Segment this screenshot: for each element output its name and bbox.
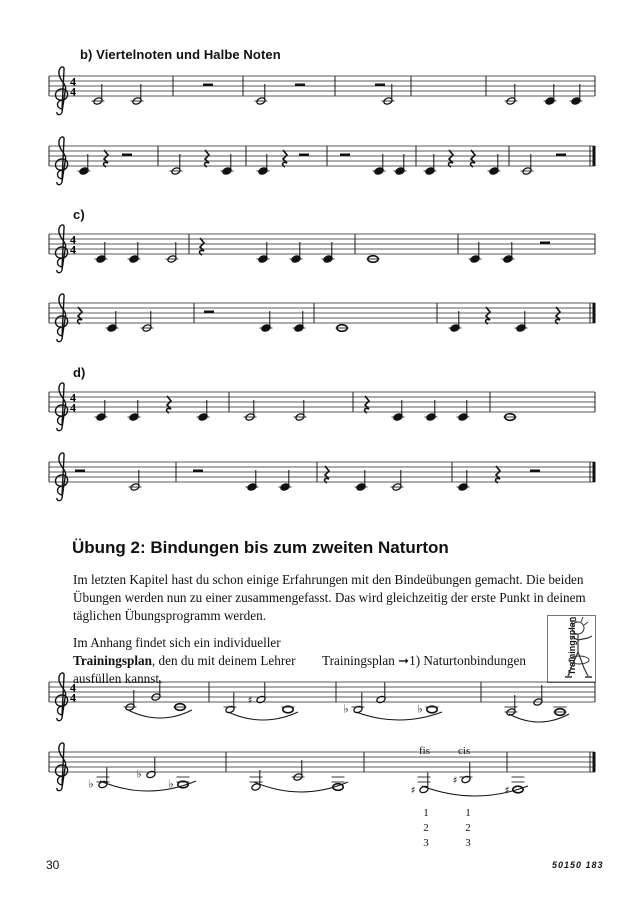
half-note <box>131 84 144 105</box>
valve-fingering-fis: 1 2 3 <box>423 807 429 849</box>
quarter-note <box>290 242 303 263</box>
quarter-note <box>515 311 528 332</box>
quarter-note <box>95 242 108 263</box>
half-note <box>224 693 237 714</box>
half-note <box>505 84 518 105</box>
whole-note <box>332 777 345 790</box>
slur <box>128 710 192 718</box>
half-note <box>391 470 404 491</box>
half-note <box>382 84 395 105</box>
half-note <box>88 768 109 791</box>
whole-note <box>504 414 517 421</box>
slur <box>100 781 196 791</box>
annotation-fis: fis <box>419 745 430 757</box>
time-signature-top: 4 <box>70 390 76 405</box>
half-rest <box>530 470 540 473</box>
time-signature-top: 4 <box>70 232 76 247</box>
time-signature-top: 4 <box>70 680 76 695</box>
quarter-note <box>221 154 234 175</box>
quarter-note <box>322 242 335 263</box>
half-note <box>151 680 161 701</box>
half-rest <box>204 311 214 314</box>
exercise-title: Übung 2: Bindungen bis zum zweiten Naturton <box>72 538 449 557</box>
quarter-note <box>570 84 583 105</box>
valve-fingering-cis: 1 2 3 <box>465 807 471 849</box>
quarter-note <box>355 470 368 491</box>
section-d-label: d) <box>73 365 86 380</box>
staff-exercise2-2 <box>49 743 596 797</box>
sharp-sign: ♯ <box>504 785 510 797</box>
quarter-note <box>260 311 273 332</box>
time-signature-top: 4 <box>70 74 76 89</box>
half-note <box>141 311 154 332</box>
flat-sign: ♭ <box>136 767 142 781</box>
exercise-paragraph-2: Im Anhang findet sich ein individueller Trainingsplan, den du mit deinem Lehrer ausfüllen kannst. <box>73 635 296 686</box>
whole-note <box>336 325 349 332</box>
half-rest <box>556 154 566 157</box>
quarter-note <box>449 311 462 332</box>
time-signature-bottom: 4 <box>70 84 76 99</box>
quarter-note <box>488 154 501 175</box>
quarter-note <box>106 311 119 332</box>
quarter-note <box>128 400 141 421</box>
half-rest <box>299 154 309 157</box>
quarter-note <box>279 470 292 491</box>
half-note <box>411 773 431 797</box>
half-note <box>255 84 268 105</box>
half-note <box>250 770 263 791</box>
quarter-rest <box>325 466 329 483</box>
half-rest <box>375 84 385 87</box>
half-rest <box>295 84 305 87</box>
page-number: 30 <box>46 858 60 872</box>
flat-sign: ♭ <box>168 777 174 791</box>
section-c-label: c) <box>73 207 85 222</box>
trainingsplan-reference: Trainingsplan ➞1) Naturtonbindungen <box>322 653 526 668</box>
half-note <box>170 154 183 175</box>
half-note <box>166 242 179 263</box>
half-rest <box>75 470 85 473</box>
whole-note <box>554 707 567 715</box>
slur <box>422 786 528 796</box>
trainingsplan-badge-label: Trainingsplan <box>567 616 577 676</box>
whole-note <box>505 777 525 797</box>
half-note <box>244 400 257 421</box>
quarter-rest <box>556 307 560 324</box>
quarter-note <box>293 311 306 332</box>
half-note <box>505 695 518 716</box>
quarter-note <box>425 400 438 421</box>
time-signature-bottom: 4 <box>70 690 76 705</box>
whole-note <box>282 706 295 713</box>
quarter-note <box>78 154 91 175</box>
quarter-rest <box>104 150 108 167</box>
staff-c-1 <box>49 225 595 273</box>
quarter-note <box>197 400 210 421</box>
whole-note <box>417 703 438 716</box>
whole-note <box>174 704 187 711</box>
staff-exercise2-1 <box>49 673 595 721</box>
quarter-rest <box>283 150 287 167</box>
staff-b-1 <box>49 67 595 115</box>
quarter-note <box>469 242 482 263</box>
quarter-rest <box>449 150 453 167</box>
time-signature-bottom: 4 <box>70 242 76 257</box>
whole-note <box>367 256 380 263</box>
quarter-rest <box>486 307 490 324</box>
half-note <box>129 470 142 491</box>
half-rest <box>540 242 550 245</box>
catalog-code: 50150 183 <box>552 860 604 870</box>
flat-sign: ♭ <box>343 702 349 716</box>
half-note <box>533 685 543 706</box>
staff-d-2 <box>49 453 596 501</box>
half-note <box>294 400 307 421</box>
quarter-note <box>457 400 470 421</box>
exercise-paragraph-1: Im letzten Kapitel hast du schon einige Erfahrungen mit den Bindeübungen gemacht. Die beiden Übungen werden nun zu einer zusammengefasst. Das wird gleichzeitig der erste Punkt in deinem täglichen Übungsprogramm werden. <box>73 572 586 623</box>
quarter-rest <box>167 396 171 413</box>
quarter-note <box>394 154 407 175</box>
quarter-rest <box>205 150 209 167</box>
half-note <box>124 690 137 711</box>
quarter-rest <box>78 307 82 324</box>
quarter-note <box>95 400 108 421</box>
quarter-note <box>257 242 270 263</box>
section-b-label: b) Viertelnoten und Halbe Noten <box>80 47 281 62</box>
half-note <box>521 154 534 175</box>
half-rest <box>193 470 203 473</box>
quarter-rest <box>471 150 475 167</box>
quarter-note <box>373 154 386 175</box>
quarter-note <box>544 84 557 105</box>
half-rest <box>203 84 213 87</box>
quarter-note <box>392 400 405 421</box>
flat-sign: ♭ <box>417 702 423 716</box>
sharp-sign: ♯ <box>452 775 458 787</box>
quarter-rest <box>200 238 204 255</box>
annotation-cis: cis <box>458 745 471 757</box>
staff-b-2 <box>49 137 596 185</box>
half-rest <box>340 154 350 157</box>
slur <box>356 712 442 720</box>
quarter-note <box>457 470 470 491</box>
quarter-note <box>424 154 437 175</box>
quarter-note <box>257 154 270 175</box>
staff-c-2 <box>49 294 596 342</box>
half-rest <box>122 154 132 157</box>
quarter-note <box>502 242 515 263</box>
half-note <box>92 84 105 105</box>
half-note <box>136 758 156 781</box>
staff-d-1 <box>49 383 595 431</box>
sharp-sign: ♯ <box>410 785 416 797</box>
half-note <box>248 683 266 707</box>
half-note <box>453 763 473 787</box>
slur <box>254 782 348 792</box>
flat-sign: ♭ <box>88 777 94 791</box>
quarter-note <box>128 242 141 263</box>
half-note <box>376 683 386 704</box>
trainingsplan-term: Trainingsplan <box>73 653 152 668</box>
half-note <box>292 760 305 781</box>
quarter-note <box>246 470 259 491</box>
half-note <box>343 693 364 716</box>
quarter-rest <box>496 466 500 483</box>
quarter-rest <box>365 396 369 413</box>
time-signature-bottom: 4 <box>70 400 76 415</box>
sharp-sign: ♯ <box>247 695 253 707</box>
